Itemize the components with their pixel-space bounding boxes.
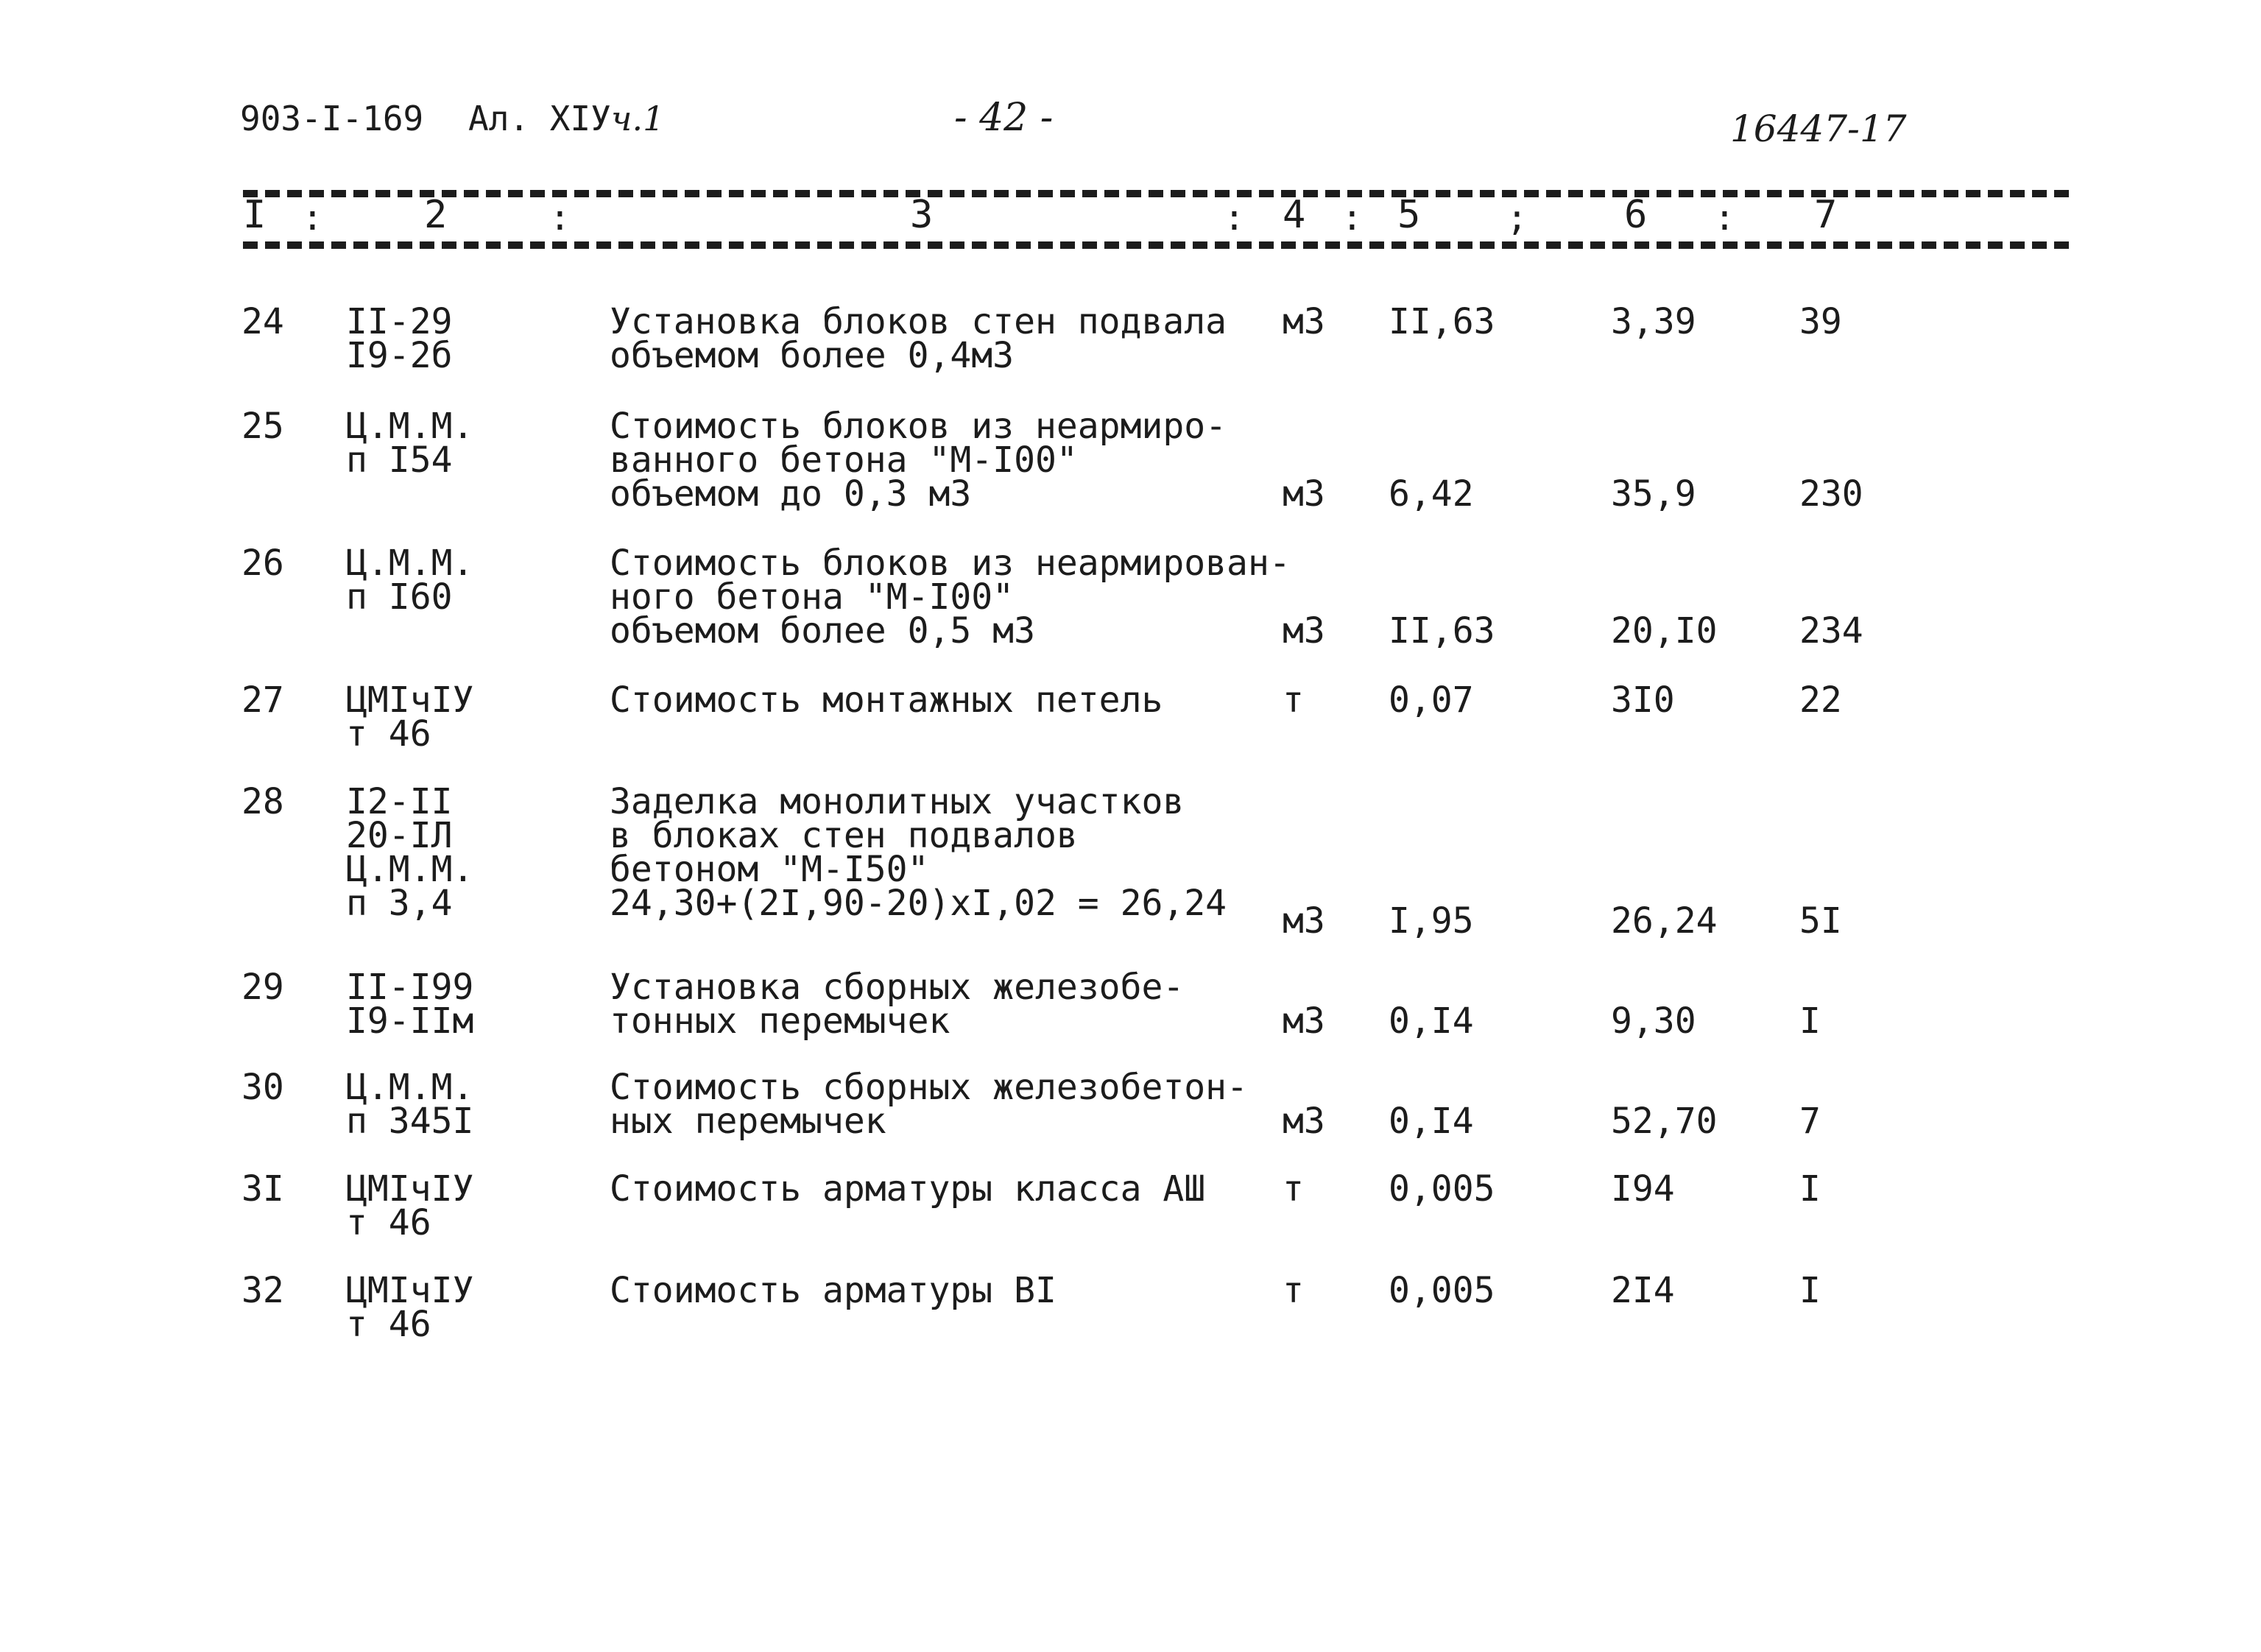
row-description: Установка блоков стен подвала объемом более 0,4м3 bbox=[610, 301, 1227, 376]
row-quantity: 0,005 bbox=[1389, 1270, 1495, 1311]
row-total: I bbox=[1799, 1168, 1821, 1210]
column-separator: : bbox=[1714, 197, 1735, 239]
row-number: 30 bbox=[241, 1067, 284, 1108]
row-unit-price: 2I4 bbox=[1611, 1270, 1675, 1311]
row-number: 3I bbox=[241, 1168, 284, 1210]
row-quantity: 0,005 bbox=[1389, 1168, 1495, 1210]
row-description: Стоимость арматуры BI bbox=[610, 1270, 1057, 1311]
row-number: 29 bbox=[241, 967, 284, 1008]
header-top-rule bbox=[243, 190, 2069, 197]
row-number: 25 bbox=[241, 406, 284, 447]
row-quantity: 0,I4 bbox=[1389, 1000, 1474, 1042]
row-unit-price: 35,9 bbox=[1611, 473, 1696, 515]
column-header-6: 6 bbox=[1624, 193, 1648, 237]
row-number: 27 bbox=[241, 679, 284, 721]
column-separator: : bbox=[549, 197, 571, 239]
column-header-5: 5 bbox=[1397, 193, 1421, 237]
row-total: 5I bbox=[1799, 900, 1842, 942]
row-unit-price: 26,24 bbox=[1611, 900, 1718, 942]
row-unit: м3 bbox=[1283, 1101, 1325, 1142]
row-description: Стоимость сборных железобетон- ных перемычек bbox=[610, 1067, 1248, 1142]
column-header-1: I bbox=[243, 193, 267, 237]
row-unit: т bbox=[1283, 1168, 1304, 1210]
row-description: Заделка монолитных участков в блоках стен подвалов бетоном "М-I50" 24,30+(2I,90-20)хI,02 = 26,24 bbox=[610, 781, 1227, 924]
row-description: Стоимость монтажных петель bbox=[610, 679, 1163, 721]
row-quantity: 0,07 bbox=[1389, 679, 1474, 721]
row-total: 234 bbox=[1799, 610, 1863, 652]
row-reference: Ц.М.М. п I54 bbox=[346, 406, 474, 481]
row-total: 230 bbox=[1799, 473, 1863, 515]
row-reference: Ц.М.М. п I60 bbox=[346, 543, 474, 618]
column-header-3: 3 bbox=[910, 193, 934, 237]
column-separator: : bbox=[1224, 197, 1245, 239]
row-quantity: I,95 bbox=[1389, 900, 1474, 942]
row-quantity: 6,42 bbox=[1389, 473, 1474, 515]
row-unit: м3 bbox=[1283, 610, 1325, 652]
row-total: I bbox=[1799, 1000, 1821, 1042]
album-number: Ал. XIУ bbox=[468, 99, 611, 138]
row-unit: т bbox=[1283, 679, 1304, 721]
page-number: - 42 - bbox=[954, 96, 1054, 140]
row-unit-price: 3I0 bbox=[1611, 679, 1675, 721]
row-description: Стоимость арматуры класса АШ bbox=[610, 1168, 1206, 1210]
row-reference: II-I99 I9-IIм bbox=[346, 967, 474, 1042]
row-quantity: II,63 bbox=[1389, 610, 1495, 652]
row-total: 7 bbox=[1799, 1101, 1821, 1142]
row-number: 24 bbox=[241, 301, 284, 342]
row-description: Стоимость блоков из неармирован- ного бетона "М-I00" объемом более 0,5 м3 bbox=[610, 543, 1291, 652]
column-separator: ; bbox=[1506, 197, 1528, 239]
project-code: 903-I-169 bbox=[240, 99, 424, 138]
column-header-4: 4 bbox=[1283, 193, 1306, 237]
row-unit-price: I94 bbox=[1611, 1168, 1675, 1210]
column-separator: : bbox=[1341, 197, 1363, 239]
row-quantity: 0,I4 bbox=[1389, 1101, 1474, 1142]
row-total: 22 bbox=[1799, 679, 1842, 721]
row-reference: II-29 I9-2б bbox=[346, 301, 453, 376]
row-unit-price: 20,I0 bbox=[1611, 610, 1718, 652]
row-unit: м3 bbox=[1283, 900, 1325, 942]
document-number: 16447-17 bbox=[1730, 107, 1907, 150]
row-description: Стоимость блоков из неармиро- ванного бетона "М-I00" объемом до 0,3 м3 bbox=[610, 406, 1227, 515]
column-separator: : bbox=[302, 197, 323, 239]
row-number: 26 bbox=[241, 543, 284, 584]
row-total: I bbox=[1799, 1270, 1821, 1311]
row-number: 32 bbox=[241, 1270, 284, 1311]
row-reference: ЦМIчIУ т 46 bbox=[346, 1270, 474, 1345]
row-unit: м3 bbox=[1283, 473, 1325, 515]
row-unit: т bbox=[1283, 1270, 1304, 1311]
row-unit-price: 9,30 bbox=[1611, 1000, 1696, 1042]
album-part-handwritten: ч.1 bbox=[610, 99, 665, 138]
row-reference: I2-II 20-IЛ Ц.М.М. п 3,4 bbox=[346, 781, 474, 924]
row-unit-price: 3,39 bbox=[1611, 301, 1696, 342]
row-unit: м3 bbox=[1283, 301, 1325, 342]
row-reference: Ц.М.М. п 345I bbox=[346, 1067, 474, 1142]
row-unit: м3 bbox=[1283, 1000, 1325, 1042]
row-description: Установка сборных железобе- тонных перемычек bbox=[610, 967, 1185, 1042]
row-total: 39 bbox=[1799, 301, 1842, 342]
row-number: 28 bbox=[241, 781, 284, 822]
column-header-2: 2 bbox=[424, 193, 448, 237]
column-header-7: 7 bbox=[1814, 193, 1838, 237]
row-reference: ЦМIчIУ т 46 bbox=[346, 679, 474, 755]
row-unit-price: 52,70 bbox=[1611, 1101, 1718, 1142]
row-quantity: II,63 bbox=[1389, 301, 1495, 342]
row-reference: ЦМIчIУ т 46 bbox=[346, 1168, 474, 1243]
header-bottom-rule bbox=[243, 241, 2069, 249]
album-label bbox=[468, 99, 665, 138]
